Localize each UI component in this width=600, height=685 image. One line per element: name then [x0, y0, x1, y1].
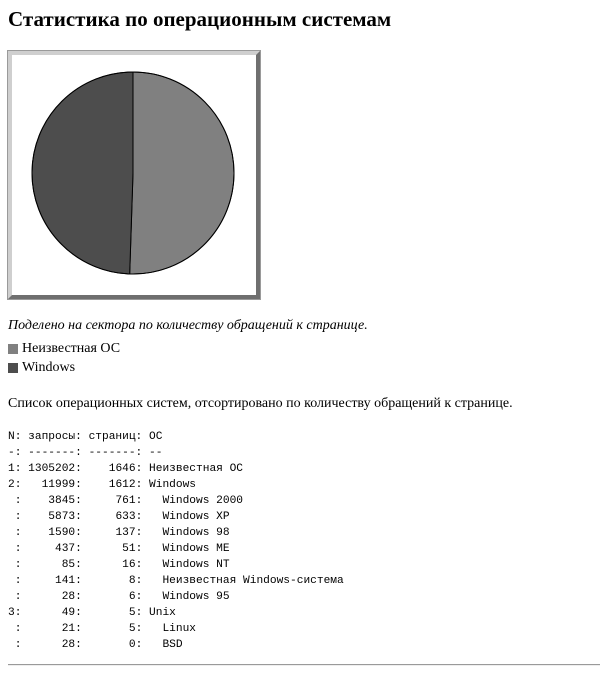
- row-pages: 8:: [81, 575, 143, 587]
- legend-swatch-windows: [8, 363, 18, 373]
- table-separator-row: -: -------: -------: --: [8, 447, 163, 459]
- table-row: [8, 477, 344, 493]
- chart-legend: [8, 339, 120, 377]
- table-body: [8, 461, 344, 653]
- row-requests: 5873:: [21, 511, 82, 523]
- pie-chart-frame: [8, 51, 260, 299]
- row-number: :: [8, 511, 22, 523]
- table-row: [8, 509, 344, 525]
- row-number: :: [8, 495, 22, 507]
- row-requests: 3845:: [21, 495, 82, 507]
- table-row: [8, 637, 344, 653]
- row-os-name: Windows 95: [142, 591, 230, 603]
- row-number: :: [8, 527, 22, 539]
- pie-slice-unknown-os: [130, 72, 234, 274]
- row-os-name: Windows XP: [142, 511, 230, 523]
- os-stats-table: [8, 429, 344, 653]
- row-number: :: [8, 543, 22, 555]
- legend-label-windows: Windows: [22, 359, 76, 375]
- legend-label-unknown-os: Неизвестная ОС: [22, 340, 121, 356]
- table-row: [8, 493, 344, 509]
- row-number: :: [8, 623, 22, 635]
- row-requests: 1590:: [21, 527, 82, 539]
- page-title: Статистика по операционным системам: [8, 7, 392, 31]
- pie-slice-windows: [32, 72, 133, 274]
- row-requests: 1305202:: [21, 463, 82, 475]
- row-os-name: Windows 98: [142, 527, 230, 539]
- row-os-name: Неизвестная ОС: [142, 463, 244, 475]
- row-requests: 11999:: [21, 479, 82, 491]
- legend-item-unknown-os: [8, 339, 120, 358]
- row-number: :: [8, 591, 22, 603]
- row-pages: 761:: [81, 495, 143, 507]
- row-pages: 51:: [81, 543, 143, 555]
- row-number: :: [8, 575, 22, 587]
- table-row: [8, 541, 344, 557]
- row-pages: 137:: [81, 527, 143, 539]
- bottom-divider: [8, 664, 600, 666]
- row-number: :: [8, 639, 22, 651]
- table-row: [8, 573, 344, 589]
- row-number: 2:: [8, 479, 22, 491]
- row-pages: 1646:: [81, 463, 143, 475]
- row-requests: 28:: [21, 591, 82, 603]
- row-pages: 16:: [81, 559, 143, 571]
- row-pages: 633:: [81, 511, 143, 523]
- table-row: [8, 557, 344, 573]
- row-requests: 85:: [21, 559, 82, 571]
- row-pages: 6:: [81, 591, 143, 603]
- row-os-name: Windows NT: [142, 559, 230, 571]
- table-row: [8, 589, 344, 605]
- row-os-name: Unix: [142, 607, 176, 619]
- table-row: [8, 461, 344, 477]
- os-list-intro: Список операционных систем, отсортировано по количеству обращений к странице.: [8, 396, 513, 411]
- row-pages: 5:: [81, 607, 143, 619]
- row-os-name: Windows 2000: [142, 495, 244, 507]
- table-header-row: N: запросы: страниц: ОС: [8, 431, 163, 443]
- row-number: 3:: [8, 607, 22, 619]
- chart-caption: Поделено на сектора по количеству обращений к странице.: [8, 318, 368, 333]
- legend-swatch-unknown-os: [8, 344, 18, 354]
- row-requests: 437:: [21, 543, 82, 555]
- legend-item-windows: [8, 358, 120, 377]
- row-os-name: Неизвестная Windows-система: [142, 575, 344, 587]
- row-os-name: Windows: [142, 479, 197, 491]
- row-pages: 5:: [81, 623, 143, 635]
- row-number: 1:: [8, 463, 22, 475]
- row-pages: 0:: [81, 639, 143, 651]
- pie-chart: [12, 55, 256, 295]
- row-os-name: BSD: [142, 639, 183, 651]
- row-requests: 28:: [21, 639, 82, 651]
- row-os-name: Windows ME: [142, 543, 230, 555]
- row-pages: 1612:: [81, 479, 143, 491]
- row-requests: 141:: [21, 575, 82, 587]
- row-os-name: Linux: [142, 623, 197, 635]
- table-row: [8, 621, 344, 637]
- table-row: [8, 605, 344, 621]
- table-row: [8, 525, 344, 541]
- row-requests: 21:: [21, 623, 82, 635]
- row-requests: 49:: [21, 607, 82, 619]
- row-number: :: [8, 559, 22, 571]
